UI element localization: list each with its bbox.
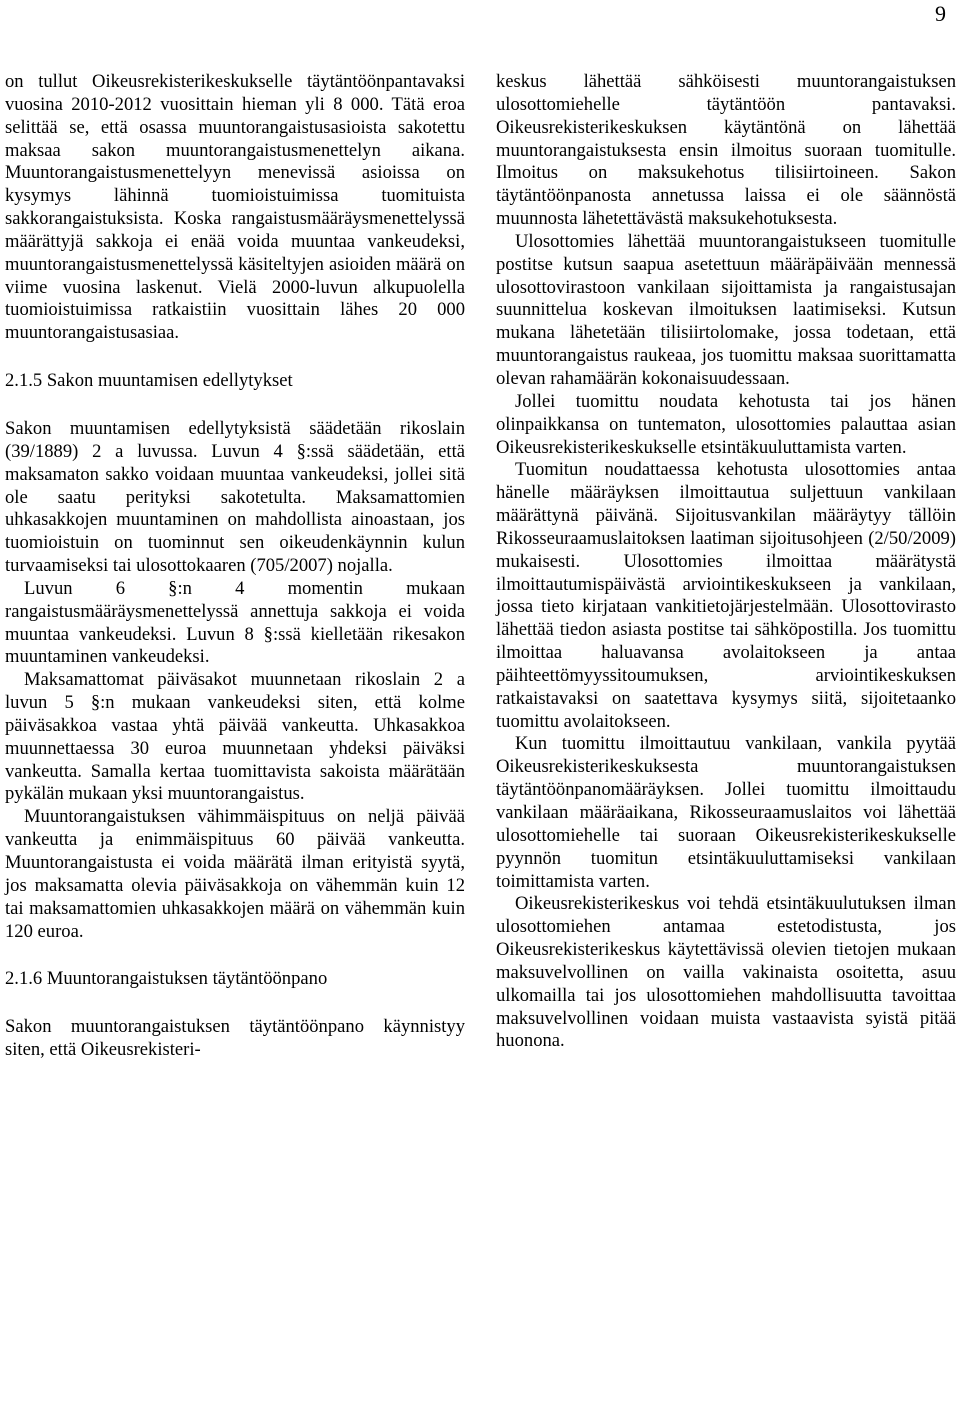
right-paragraph-3: Jollei tuomittu noudata kehotusta tai jos hänen olinpaikkansa on tuntematon, ulosottomies palauttaa asian Oikeusrekisterikeskukselle etsintäkuuluttamista varten.	[496, 390, 956, 458]
section-heading-2-1-6: 2.1.6 Muuntorangaistuksen täytäntöönpano	[5, 968, 328, 990]
left-paragraph-2: Sakon muuntamisen edellytyksistä säädetään rikoslain (39/1889) 2 a luvussa. Luvun 4 §:ssä säädetään, että maksamaton sakko voidaan muuntaa vankeudeksi, jollei sitä ole saatu perityksi sakotetulta. Maksamattomien uhkasakkojen muuntaminen on mahdollista ainoastaan, jos tuomioistuin on tuominnut sen oikeudenkäynnin kulun turvaamiseksi tai ulosottokaaren (705/2007) nojalla.	[5, 417, 465, 577]
section-heading-2-1-5: 2.1.5 Sakon muuntamisen edellytykset	[5, 370, 293, 392]
right-paragraph-1: keskus lähettää sähköisesti muuntorangaistuksen ulosottomiehelle täytäntöön pantavaksi. Oikeusrekisterikeskuksen käytäntönä on lähettää muuntorangaistuksesta ensin ilmoitus suoraan tuomitulle. Ilmoitus on maksukehotus tilisiirtoineen. Sakon täytäntöönpanosta annetussa laissa ei ole säännöstä muunnosta lähetettävästä maksukehotuksesta.	[496, 71, 956, 230]
left-column	[5, 71, 465, 1062]
right-paragraph-5: Kun tuomittu ilmoittautuu vankilaan, vankila pyytää Oikeusrekisterikeskuksesta muuntorangaistuksen täytäntöönpanomääräyksen. Jollei tuomittu ilmoittaudu vankilaan määräaikana, Rikosseuraamuslaitos voi lähettää ulosottomiehelle tai suoraan Oikeusrekisterikeskukselle pyynnön tuomitun etsintäkuuluttamiseksi vankilaan toimittamista varten.	[496, 733, 956, 892]
right-paragraph-2: Ulosottomies lähettää muuntorangaistukseen tuomitulle postitse kutsun saapua asetettuun määräpäivään mennessä ulosottovirastoon vankilaan sijoittamista ja rangaistusajan suunnittelua koskevan ilmoituksen laatimiseksi. Kutsun mukana lähetetään tilisiirtolomake, jossa todetaan, että muuntorangaistus raukeaa, jos tuomittu maksaa suorittamatta olevan rahamäärän kokonaisuudessaan.	[496, 230, 956, 389]
left-paragraph-6: Sakon muuntorangaistuksen täytäntöönpano käynnistyy siten, että Oikeusrekisteri-	[5, 1016, 465, 1061]
left-paragraph-3: Luvun 6 §:n 4 momentin mukaan rangaistusmääräysmenettelyssä annettuja sakkoja ei voida muuntaa vankeudeksi. Luvun 8 §:ssä kielletään rikesakon muuntaminen vankeudeksi.	[5, 577, 465, 668]
left-paragraph-5: Muuntorangaistuksen vähimmäispituus on neljä päivää vankeutta ja enimmäispituus 60 päivää vankeutta. Muuntorangaistusta ei voida määrätä ilman erityistä syytä, jos maksamatta olevia päiväsakkoja on vähemmän kuin 12 tai maksamattomien uhkasakkojen määrä on vähemmän kuin 120 euroa.	[5, 806, 465, 942]
left-paragraph-4: Maksamattomat päiväsakot muunnetaan rikoslain 2 a luvun 5 §:n mukaan vankeudeksi siten, että kolme päiväsakkoa vastaa yhtä päivää vankeutta. Uhkasakkoa muunnettaessa 30 euroa muunnetaan yhdeksi päiväksi vankeutta. Samalla kertaa tuomittavista sakoista määrätään pykälän mukaan yksi muuntorangaistus.	[5, 669, 465, 805]
left-paragraph-1: on tullut Oikeusrekisterikeskukselle täytäntöönpantavaksi vuosina 2010-2012 vuosittain hieman yli 8 000. Tätä eroa selittää se, että osassa muuntorangaistusasioista sakotettu maksaa sakon muuntorangaistusmenettelyn aikana. Muuntorangaistusmenettelyyn menevissä asioissa on kysymys lähinnä tuomioistuimissa tuomituista sakkorangaistuksista. Koska rangaistusmääräysmenettelyssä määrättyjä sakkoja ei enää voida muuntaa vankeudeksi, muuntorangaistusmenettelyssä käsiteltyjen asioiden määrä on viime vuosina laskenut. Vielä 2000-luvun alkupuolella tuomioistuimissa ratkaistiin vuosittain lähes 20 000 muuntorangaistusasiaa.	[5, 71, 465, 344]
right-paragraph-6: Oikeusrekisterikeskus voi tehdä etsintäkuulutuksen ilman ulosottomiehen antamaa estetodistusta, jos Oikeusrekisterikeskus käytettävissä olevien tietojen mukaan maksuvelvollinen on vailla vakinaista osoitetta, asuu ulkomailla tai jos ulosottomiehen mahdollisuutta tavoittaa maksuvelvollinen voidaan muista vastaavista syistä pitää huonona.	[496, 893, 956, 1052]
right-paragraph-4: Tuomitun noudattaessa kehotusta ulosottomies antaa hänelle määräyksen ilmoittautua suljettuun vankilaan määrättynä päivänä. Sijoitusvankilan määräytyy tällöin Rikosseuraamuslaitoksen laatiman sijoitusohjeen (2/50/2009) mukaisesti. Ulosottomies ilmoittaa määrätystä ilmoittautumispäivästä arviointikeskukseen ja vankilaan, jossa tieto kirjataan vankitietojärjestelmään. Ulosottovirasto lähettää tiedon asiasta postitse tai sähköpostilla. Jos tuomittu ilmoittaa haluavansa avolaitokseen ja antaa päihteettömyyssitoumuksen, arviointikeskuksen ratkaistavaksi on saatettava kysymys siitä, sijoitetaanko tuomittu avolaitokseen.	[496, 459, 956, 732]
right-column	[496, 71, 956, 1053]
page-number: 9	[935, 1, 946, 26]
